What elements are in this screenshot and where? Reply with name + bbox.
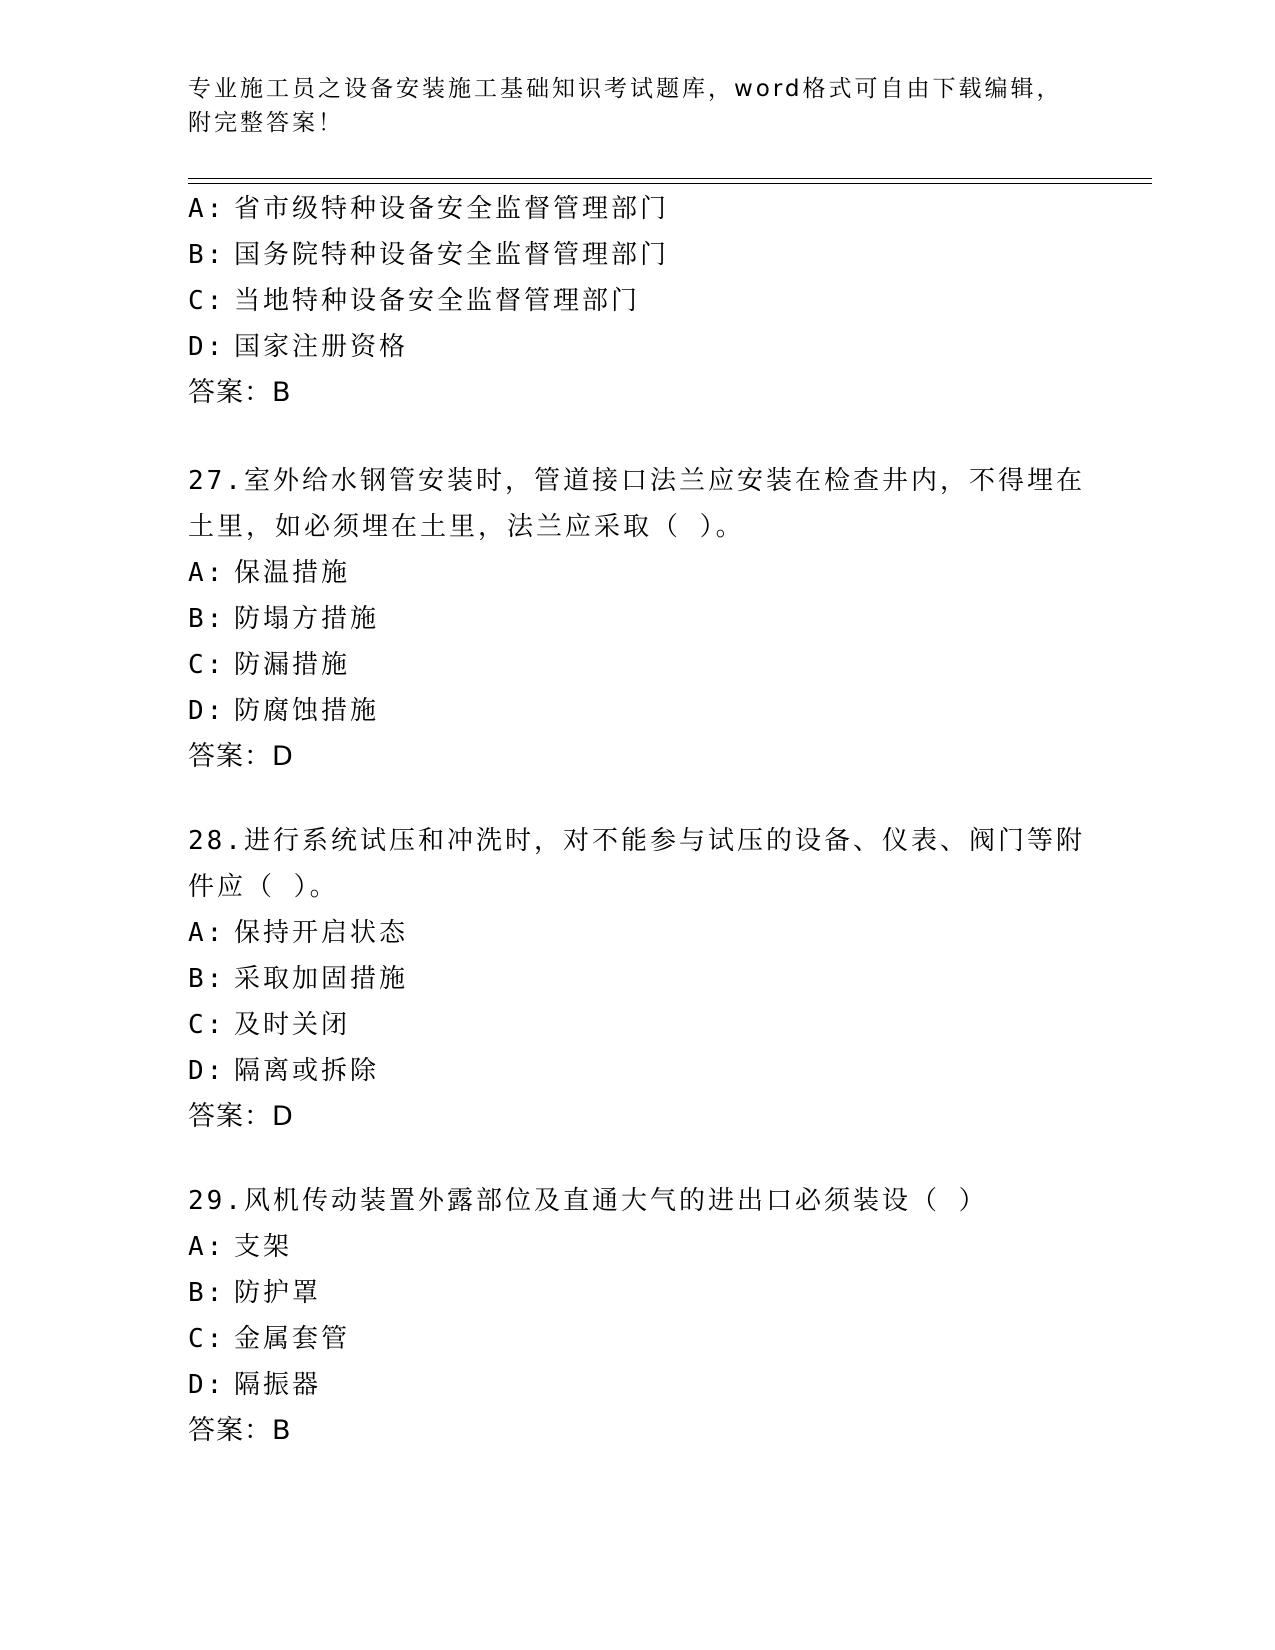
option-b: B: 国务院特种设备安全监督管理部门 bbox=[188, 240, 670, 270]
question-29 bbox=[188, 1178, 1088, 1454]
header-rule-top bbox=[188, 178, 1152, 179]
option-b: B: 采取加固措施 bbox=[188, 964, 409, 994]
answer-line: 答案：D bbox=[188, 741, 294, 772]
option-a: A: 支架 bbox=[188, 1232, 293, 1262]
option-c: C: 当地特种设备安全监督管理部门 bbox=[188, 286, 641, 316]
answer-line: 答案：B bbox=[188, 1415, 292, 1446]
option-d: D: 隔离或拆除 bbox=[188, 1056, 380, 1086]
document-header: 专业施工员之设备安装施工基础知识考试题库，word格式可自由下载编辑，附完整答案！ bbox=[188, 76, 1063, 136]
header-rule-bottom bbox=[188, 183, 1152, 184]
question-27 bbox=[188, 458, 1088, 780]
option-d: D: 隔振器 bbox=[188, 1370, 322, 1400]
option-b: B: 防护罩 bbox=[188, 1278, 322, 1308]
question-26-tail bbox=[188, 186, 1088, 416]
option-a: A: 省市级特种设备安全监督管理部门 bbox=[188, 194, 670, 224]
question-text: 29.风机传动装置外露部位及直通大气的进出口必须装设（ ） bbox=[188, 1186, 988, 1216]
option-d: D: 防腐蚀措施 bbox=[188, 696, 380, 726]
question-28 bbox=[188, 818, 1088, 1140]
question-text: 27.室外给水钢管安装时，管道接口法兰应安装在检查井内，不得埋在土里，如必须埋在土里，法兰应采取（ ）。 bbox=[188, 466, 1085, 542]
option-d: D: 国家注册资格 bbox=[188, 332, 409, 362]
option-c: C: 防漏措施 bbox=[188, 650, 351, 680]
option-b: B: 防塌方措施 bbox=[188, 604, 380, 634]
answer-line: 答案：B bbox=[188, 377, 292, 408]
option-c: C: 金属套管 bbox=[188, 1324, 351, 1354]
option-a: A: 保持开启状态 bbox=[188, 918, 409, 948]
option-a: A: 保温措施 bbox=[188, 558, 351, 588]
question-text: 28.进行系统试压和冲洗时，对不能参与试压的设备、仪表、阀门等附件应（ ）。 bbox=[188, 826, 1085, 902]
answer-line: 答案：D bbox=[188, 1101, 294, 1132]
option-c: C: 及时关闭 bbox=[188, 1010, 351, 1040]
